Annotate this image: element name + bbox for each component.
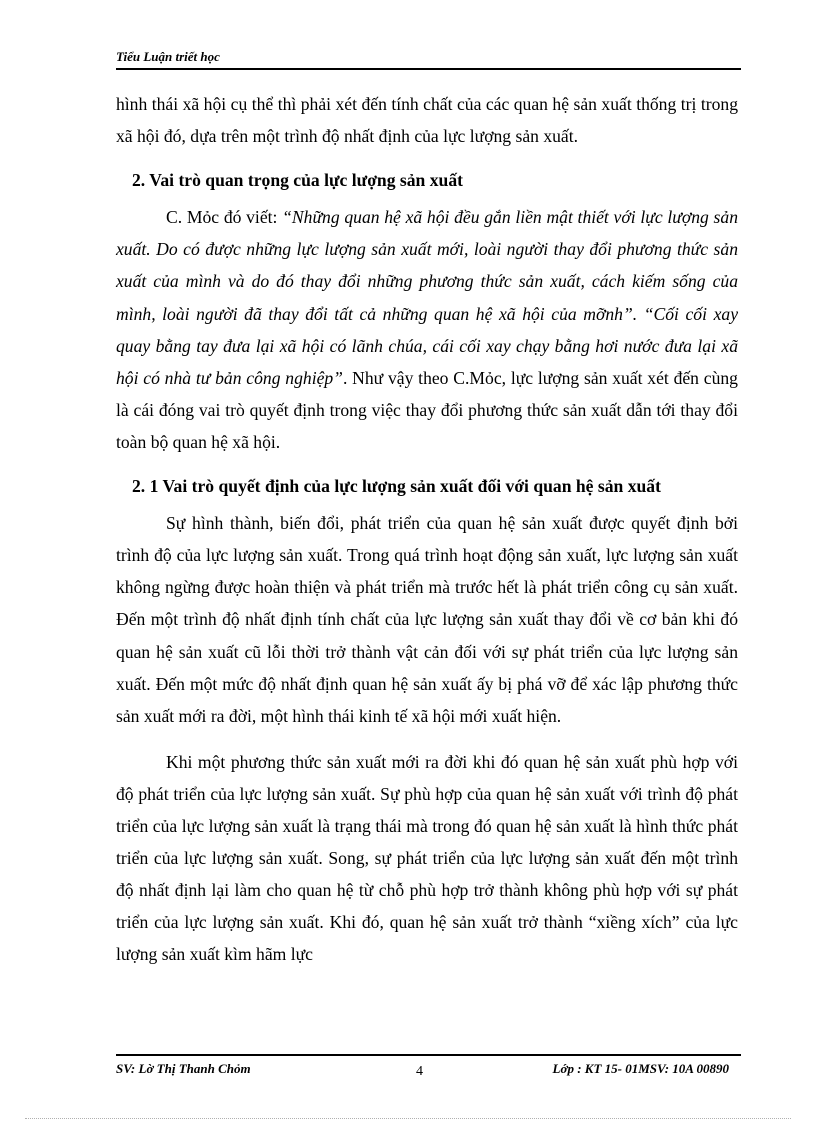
document-body bbox=[116, 88, 738, 970]
page-boundary bbox=[25, 1118, 791, 1119]
footer-class-info: Lớp : KT 15- 01MSV: 10A 00890 bbox=[552, 1061, 729, 1076]
paragraph-2-intro: C. Mỏc đó viết: bbox=[166, 207, 283, 228]
paragraph-1: hình thái xã hội cụ thể thì phải xét đến tính chất của các quan hệ sản xuất thống trị trong xã hội đó, dựa trên một trình độ nhất định của lực lượng sản xuất. bbox=[116, 94, 738, 147]
paragraph-4: Khi một phương thức sản xuất mới ra đời khi đó quan hệ sản xuất phù hợp với độ phát triển của lực lượng sản xuất. Sự phù hợp của quan hệ sản xuất với trình độ phát triển của lực lượng sản xuất là trạng thái mà trong đó quan hệ sản xuất là hình thức phát triển của lực lượng sản xuất. Song, sự phát triển của lực lượng sản xuất đến một trình độ nhất định lại làm cho quan hệ từ chỗ phù hợp trở thành không phù hợp với sự phát triển của lực lượng sản xuất. Khi đó, quan hệ sản xuất trở thành “xiềng xích” của lực lượng sản xuất kìm hãm lực bbox=[116, 751, 738, 965]
page-footer bbox=[116, 1054, 741, 1080]
page-number: 4 bbox=[416, 1064, 423, 1079]
marx-quote: “Những quan hệ xã hội đều gắn liền mật thiết với lực lượng sản xuất. Do có được những lực lượng sản xuất mới, loài người thay đổi phương thức sản xuất của mình và do đó thay đổi những phương thức sản xuất, cách kiếm sống của mình, loài người đã thay đổi tất cả những quan hệ xã hội của mỡnh”. “Cối cối xay quay bằng tay đưa lại xã hội có lãnh chúa, cái cối xay chạy bằng hơi nước đưa lại xã hội có nhà tư bản công nghiệp” bbox=[116, 207, 738, 388]
page-header bbox=[116, 48, 741, 70]
section-heading-2: 2. Vai trò quan trọng của lực lượng sản xuất bbox=[132, 170, 463, 191]
paragraph-2 bbox=[116, 201, 738, 458]
paragraph-2-rest: . Như vậy theo C.Mỏc, lực lượng sản xuất xét đến cùng là cái đóng vai trò quyết định trong việc thay đổi phương thức sản xuất dẫn tới thay đổi toàn bộ quan hệ xã hội. bbox=[116, 367, 738, 452]
footer-author: SV: Lờ Thị Thanh Chỏm bbox=[116, 1061, 251, 1076]
paragraph-3: Sự hình thành, biến đổi, phát triển của quan hệ sản xuất được quyết định bởi trình độ của lực lượng sản xuất. Trong quá trình hoạt động sản xuất, lực lượng sản xuất không ngừng được hoàn thiện và phát triển mà trước hết là phát triển công cụ sản xuất. Đến một trình độ nhất định tính chất của lực lượng sản xuất thay đổi về cơ bản khi đó quan hệ sản xuất cũ lỗi thời trở thành vật cản đối với sự phát triển của lực lượng sản xuất. Đến một mức độ nhất định quan hệ sản xuất ấy bị phá vỡ để xác lập phương thức sản xuất mới ra đời, một hình thái kinh tế xã hội mới xuất hiện. bbox=[116, 513, 738, 726]
header-title: Tiểu Luận triết học bbox=[116, 49, 220, 64]
section-heading-2-1: 2. 1 Vai trò quyết định của lực lượng sản xuất đối với quan hệ sản xuất bbox=[132, 476, 661, 497]
